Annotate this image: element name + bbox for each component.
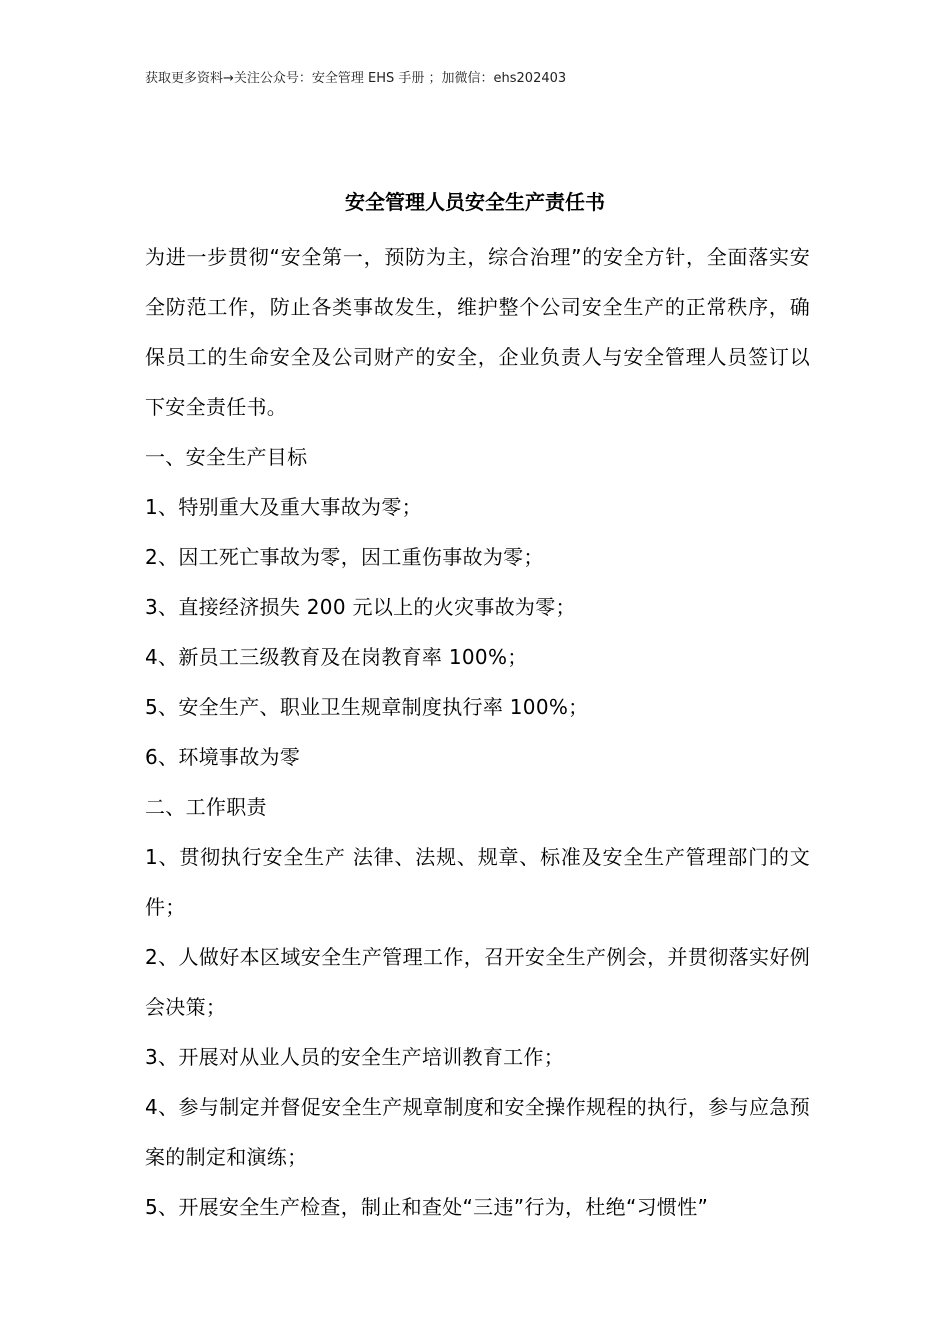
- section-1-item: 2、因工死亡事故为零，因工重伤事故为零；: [145, 545, 544, 569]
- header-note: 获取更多资料→关注公众号：安全管理 EHS 手册 ；加微信：ehs202403: [145, 71, 567, 86]
- section-2-item: 2、人做好本区域安全生产管理工作，召开安全生产例会，并贯彻落实好例会决策；: [145, 945, 810, 1019]
- section-2-item: 4、参与制定并督促安全生产规章制度和安全操作规程的执行，参与应急预案的制定和演练；: [145, 1095, 810, 1169]
- section-2-heading: 二、工作职责: [145, 795, 267, 819]
- section-2-item: 1、贯彻执行安全生产 法律、法规、规章、标准及安全生产管理部门的文件；: [145, 845, 810, 919]
- section-1-item: 6、环境事故为零: [145, 745, 301, 769]
- section-1-item: 5、安全生产、职业卫生规章制度执行率 100%；: [145, 695, 589, 719]
- document-title: 安全管理人员安全生产责任书: [345, 190, 605, 214]
- document-body: [145, 232, 810, 1232]
- section-1-item: 3、直接经济损失 200 元以上的火灾事故为零；: [145, 595, 576, 619]
- section-2-item: 3、开展对从业人员的安全生产培训教育工作；: [145, 1045, 565, 1069]
- intro-paragraph: 为进一步贯彻“安全第一，预防为主，综合治理”的安全方针，全面落实安全防范工作，防止各类事故发生，维护整个公司安全生产的正常秩序，确保员工的生命安全及公司财产的安全，企业负责人与安全管理人员签订以下安全责任书。: [145, 245, 810, 419]
- section-2-item: 5、开展安全生产检查，制止和查处“三违”行为，杜绝“习惯性”: [145, 1195, 709, 1219]
- section-1-heading: 一、安全生产目标: [145, 445, 308, 469]
- section-1-item: 1、特别重大及重大事故为零；: [145, 495, 422, 519]
- section-1-item: 4、新员工三级教育及在岗教育率 100%；: [145, 645, 528, 669]
